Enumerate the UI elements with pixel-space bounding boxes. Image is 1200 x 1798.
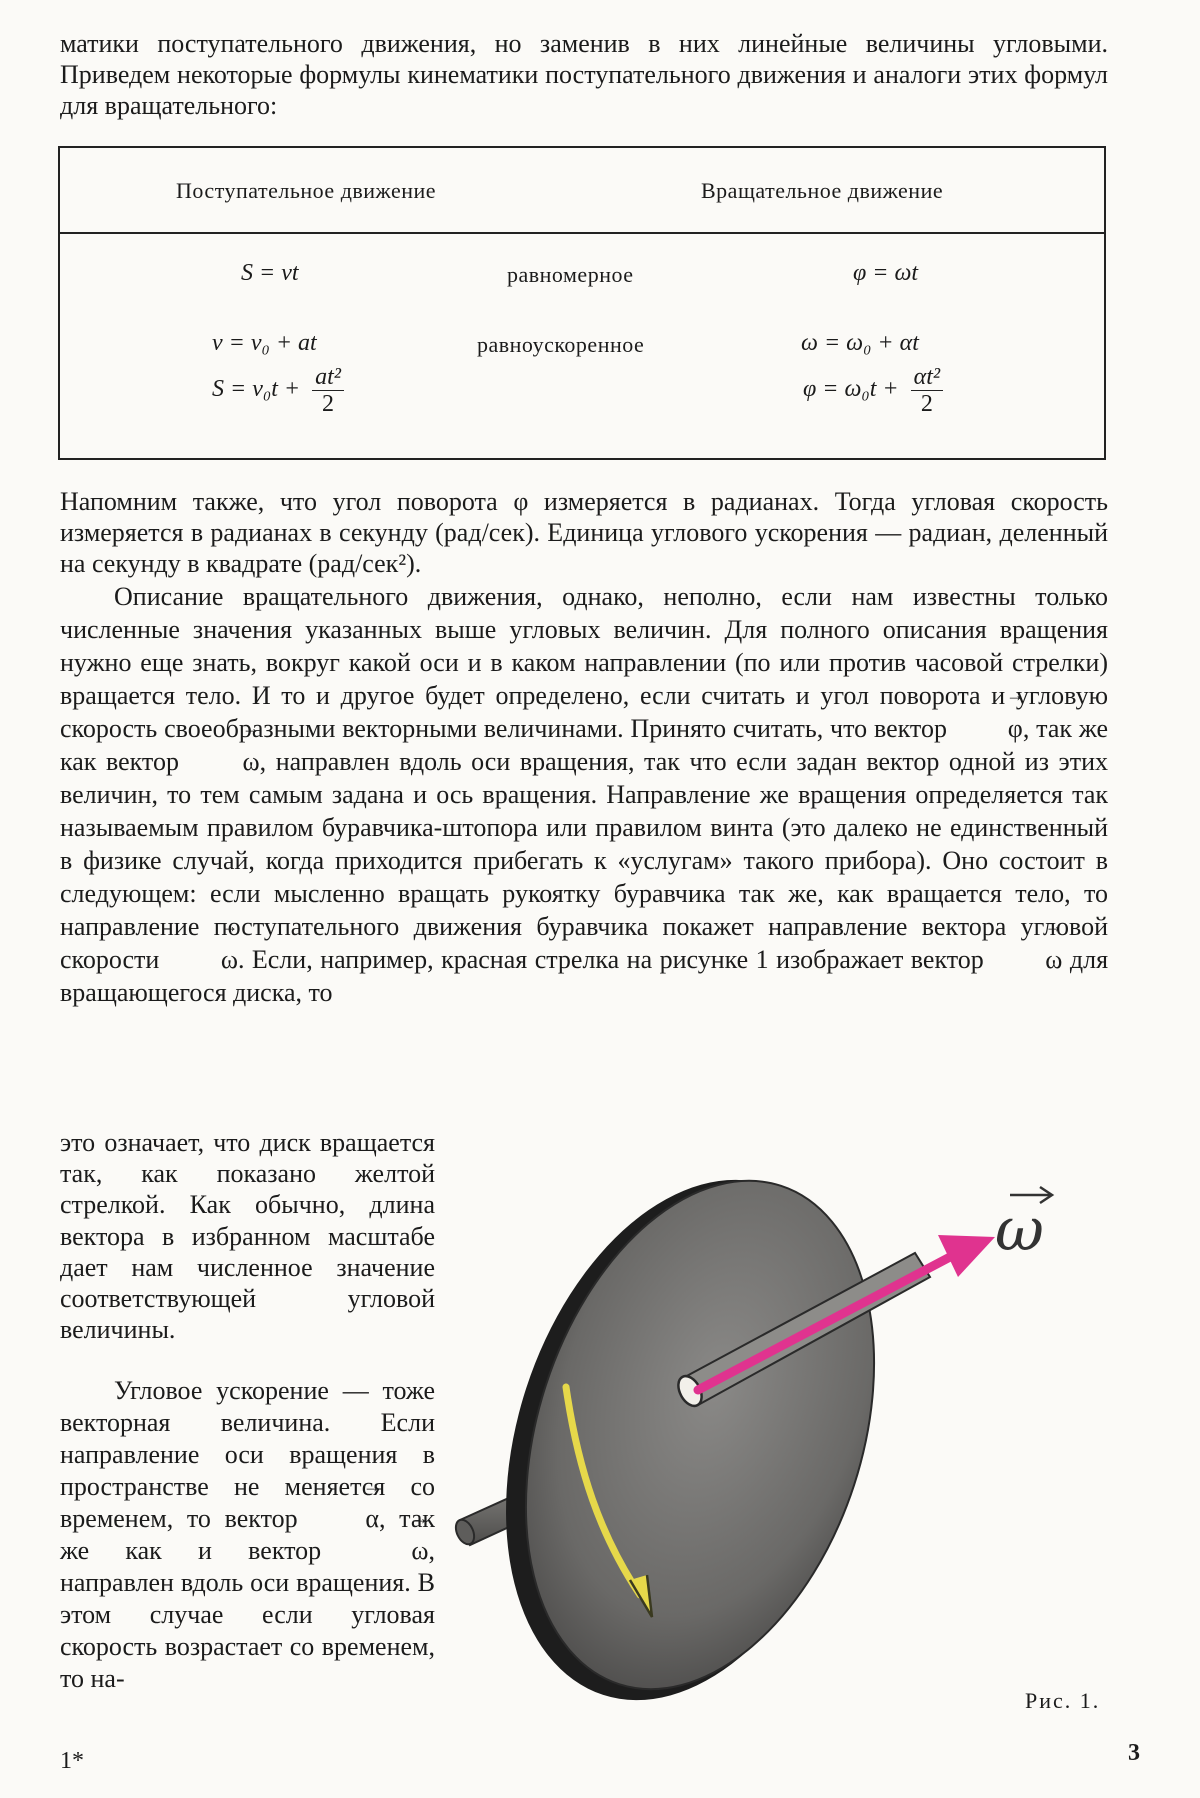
- text-run: для вращающегося диска, то: [60, 945, 1109, 1007]
- text-run: , направлен вдоль оси вращения. В этом случае если угловая скорость возрастает со временем, то на-: [60, 1536, 435, 1693]
- text-run: , направлен вдоль оси вращения, так что если задан вектор одной из этих величин, то тем самым задана и ось вращения. Направление же вращения определяется так называемым правилом буравчика-штопора или правилом винта (это далеко не единственный в физике случай, когда приходится прибегать к «услугам» такого прибора). Оно состоит в следующем: если мысленно вращать рукоятку буравчика так же, как вращается тело, то направление поступательного движения буравчика покажет направление вектора угловой скорости: [60, 747, 1108, 974]
- text-run: , так же как вектор: [60, 714, 1109, 776]
- formula-velocity-translational: v = v₀ + at: [212, 330, 317, 356]
- fraction-distance: [312, 364, 344, 417]
- phi-vector-symbol: → φ: [954, 712, 1023, 745]
- figure-rotating-disk: [440, 1135, 1160, 1715]
- header-rotational: Вращательное движение: [701, 178, 944, 203]
- header-translational: Поступательное движение: [176, 178, 437, 203]
- formula-distance-translational: [212, 364, 344, 417]
- vector-description-paragraph: [60, 580, 1108, 1009]
- fraction-numerator: at²: [312, 364, 344, 391]
- formula-angle-prefix: φ = ω₀t +: [803, 376, 899, 403]
- label-uniform: равномерное: [507, 262, 634, 287]
- fraction-denominator: 2: [920, 391, 933, 417]
- text-run: . Если, например, красная стрелка на рисунке 1 изображает вектор: [237, 945, 984, 974]
- omega-label-text: ω: [995, 1195, 1044, 1265]
- text-run: Описание вращательного движения, однако, неполно, если нам известны только численные значения указанных выше угловых величин. Для полного описания вращения нужно еще знать, вокруг какой оси и в каком направлении (по или против часовой стрелки) вращается тело. И то и другое будет определено, если считать и угол поворота и угловую скорость своеобразными векторными величинами. Принято считать, что вектор: [60, 582, 1108, 743]
- units-paragraph: Напомним также, что угол поворота φ измеряется в радианах. Тогда угловая скорость измеряется в радианах в секунду (рад/сек). Единица углового ускорения — радиан, деленный на секунду в квадрате (рад/сек²).: [60, 487, 1108, 579]
- formula-distance-prefix: S = v₀t +: [212, 376, 301, 403]
- fraction-angle: [911, 364, 943, 417]
- signature-mark: 1*: [60, 1748, 84, 1774]
- figure-caption: Рис. 1.: [1025, 1688, 1101, 1713]
- omega-label: [995, 1187, 1052, 1265]
- label-accelerated: равноускоренное: [477, 332, 645, 357]
- text-run: Угловое ускорение — тоже векторная величина. Если направление оси вращения в пространстве не меняется со временем, то вектор: [60, 1376, 435, 1533]
- text-run: , так же как и вектор: [60, 1504, 435, 1565]
- omega-vector-symbol: → ω: [357, 1535, 428, 1567]
- omega-vector-symbol: → ω: [167, 943, 238, 976]
- disk-illustration: [440, 1135, 1160, 1715]
- alpha-vector-symbol: → α: [311, 1503, 379, 1535]
- page-number: 3: [1128, 1740, 1140, 1766]
- formula-table: [58, 146, 1106, 460]
- omega-vector-symbol: → ω: [991, 943, 1062, 976]
- fraction-denominator: 2: [322, 391, 334, 417]
- fraction-numerator: αt²: [911, 364, 943, 391]
- formula-velocity-rotational: ω = ω₀ + αt: [801, 330, 919, 356]
- figure-explanation-paragraph: это означает, что диск вращается так, как показано желтой стрелкой. Как обычно, длина вектора в избранном масштабе дает нам численное значение соответствующей угловой величины.: [60, 1128, 435, 1345]
- formula-uniform-rotational: φ = ωt: [853, 260, 919, 286]
- omega-vector-symbol: → ω: [189, 745, 260, 778]
- header-divider: [58, 232, 1106, 234]
- formula-angle-rotational: [803, 364, 943, 417]
- formula-uniform-translational: S = vt: [241, 260, 299, 286]
- angular-acceleration-paragraph: [60, 1375, 435, 1695]
- disk: [443, 1135, 935, 1715]
- intro-paragraph: матики поступательного движения, но заменив в них линейные величины угловыми. Приведем некоторые формулы кинематики поступательного движения и аналоги этих формул для вращательного:: [60, 29, 1108, 121]
